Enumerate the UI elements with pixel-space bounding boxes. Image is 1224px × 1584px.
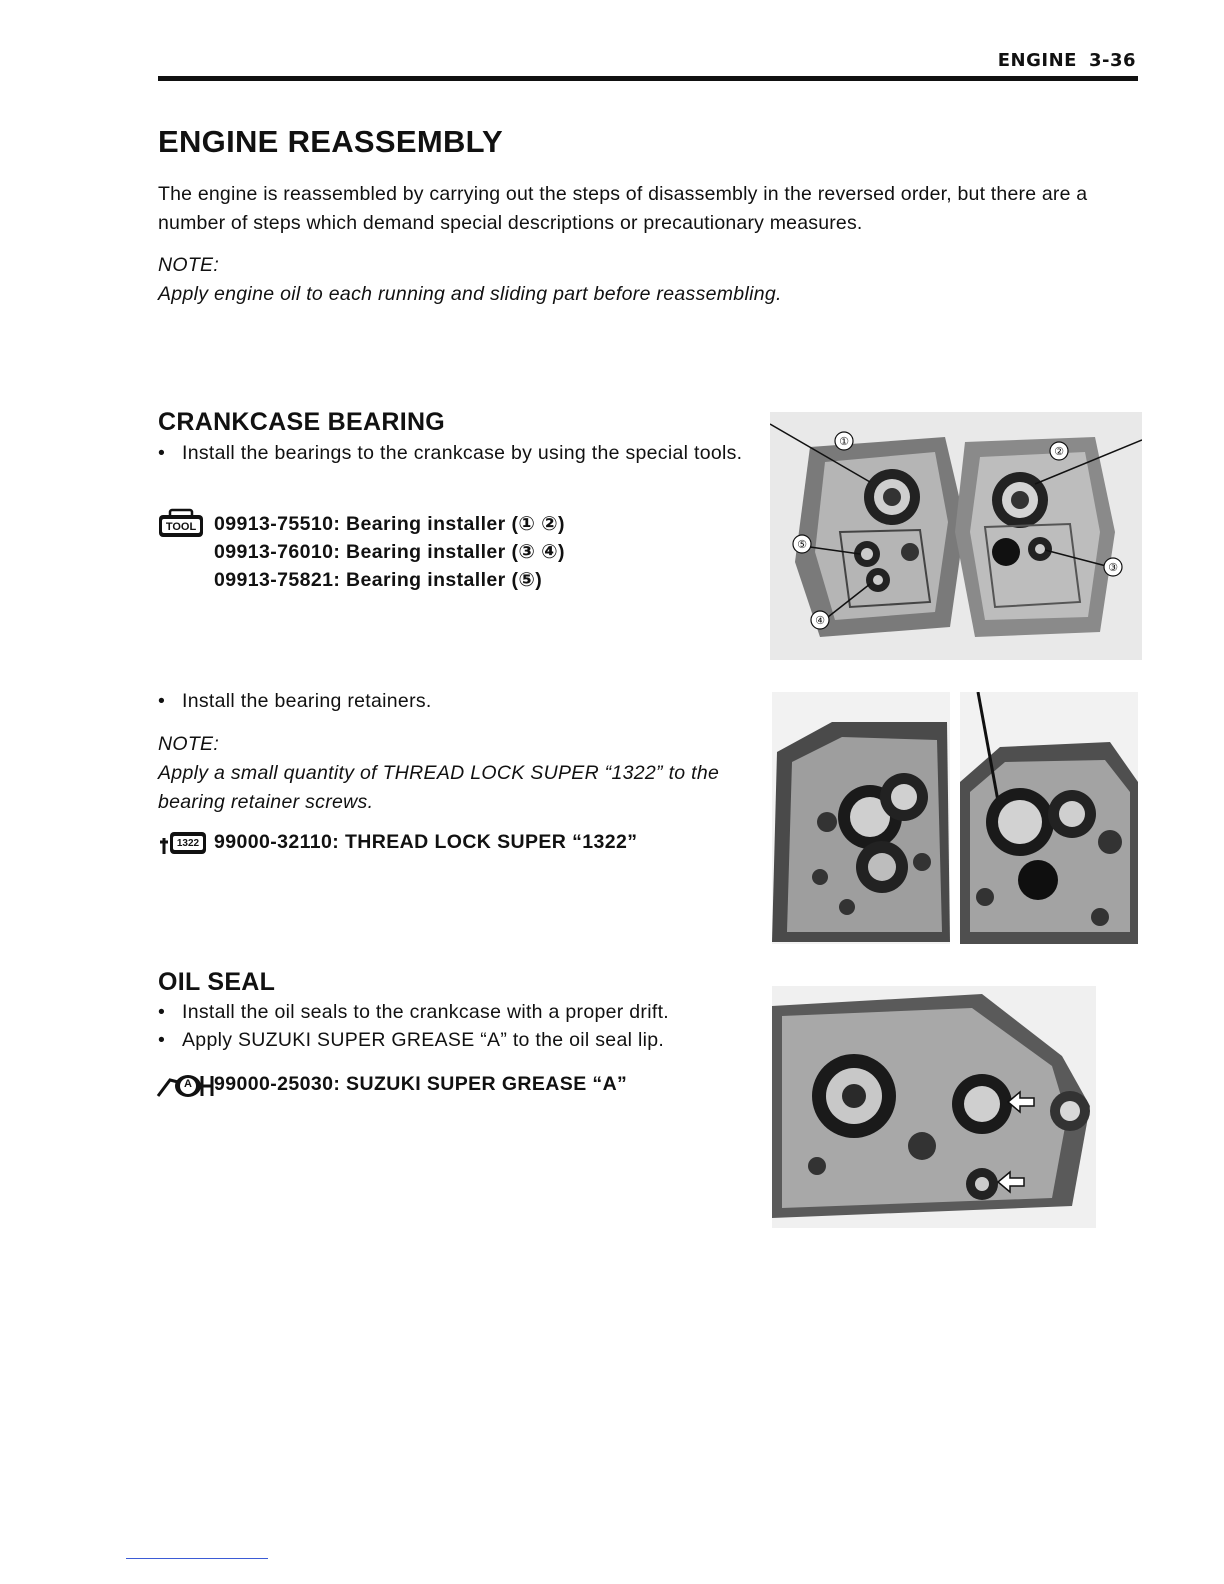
grease-icon-label: A xyxy=(184,1078,192,1090)
special-tool-icon xyxy=(158,508,204,543)
callout-3: ③ xyxy=(1108,561,1118,574)
callout-1: ① xyxy=(839,435,849,448)
oil-seal-bullet-2: • Apply SUZUKI SUPER GREASE “A” to the oil seal lip. xyxy=(158,1026,758,1054)
retainer-photo-right xyxy=(960,692,1138,944)
oil-seal-bullets xyxy=(158,998,758,1054)
tool-spec-3: 09913-75821: Bearing installer (⑤) xyxy=(214,569,543,591)
retainers-bullet: • Install the bearing retainers. xyxy=(158,687,772,715)
retainers-note-text: Apply a small quantity of THREAD LOCK SUPER “1322” to the bearing retainer screws. xyxy=(158,762,720,813)
retainer-photo-left xyxy=(772,692,950,944)
running-header xyxy=(998,50,1136,71)
crankcase-bullet: • Install the bearings to the crankcase by using the special tools. xyxy=(158,439,772,467)
callout-4: ④ xyxy=(815,614,825,627)
thread-lock-icon xyxy=(158,828,208,863)
callout-2: ② xyxy=(1054,445,1064,458)
note-label: NOTE: xyxy=(158,254,220,276)
retainers-note xyxy=(158,730,748,817)
retainers-note-label: NOTE: xyxy=(158,733,220,755)
tool-icon-label: TOOL xyxy=(165,521,197,533)
tool-spec-1: 09913-75510: Bearing installer (① ②) xyxy=(214,513,565,535)
crankcase-bearing-heading: CRANKCASE BEARING xyxy=(158,408,446,436)
callout-5: ⑤ xyxy=(797,538,807,551)
grease-icon xyxy=(156,1070,214,1105)
oil-seal-photo xyxy=(772,986,1096,1228)
header-rule xyxy=(158,76,1138,81)
thread-lock-spec: 99000-32110: THREAD LOCK SUPER “1322” xyxy=(214,831,638,853)
oil-seal-bullet-1: • Install the oil seals to the crankcase with a proper drift. xyxy=(158,998,758,1026)
oil-seal-heading: OIL SEAL xyxy=(158,968,276,996)
page-title: ENGINE REASSEMBLY xyxy=(158,124,504,159)
note-text: Apply engine oil to each running and sliding part before reassembling. xyxy=(158,283,782,305)
footer-line xyxy=(126,1558,268,1559)
header-section: ENGINE xyxy=(997,50,1077,71)
header-page-number: 3-36 xyxy=(1088,50,1136,71)
note-block xyxy=(158,251,1058,309)
tool-spec-list xyxy=(214,510,565,594)
tool-spec-2: 09913-76010: Bearing installer (③ ④) xyxy=(214,541,565,563)
intro-paragraph: The engine is reassembled by carrying out the steps of disassembly in the reversed order, but there are a number of steps which demand special descriptions or precautionary measures. xyxy=(158,183,1088,234)
crankcase-bearing-photo xyxy=(770,412,1142,660)
grease-spec: 99000-25030: SUZUKI SUPER GREASE “A” xyxy=(214,1073,628,1095)
thread-lock-icon-label: 1322 xyxy=(176,838,200,849)
